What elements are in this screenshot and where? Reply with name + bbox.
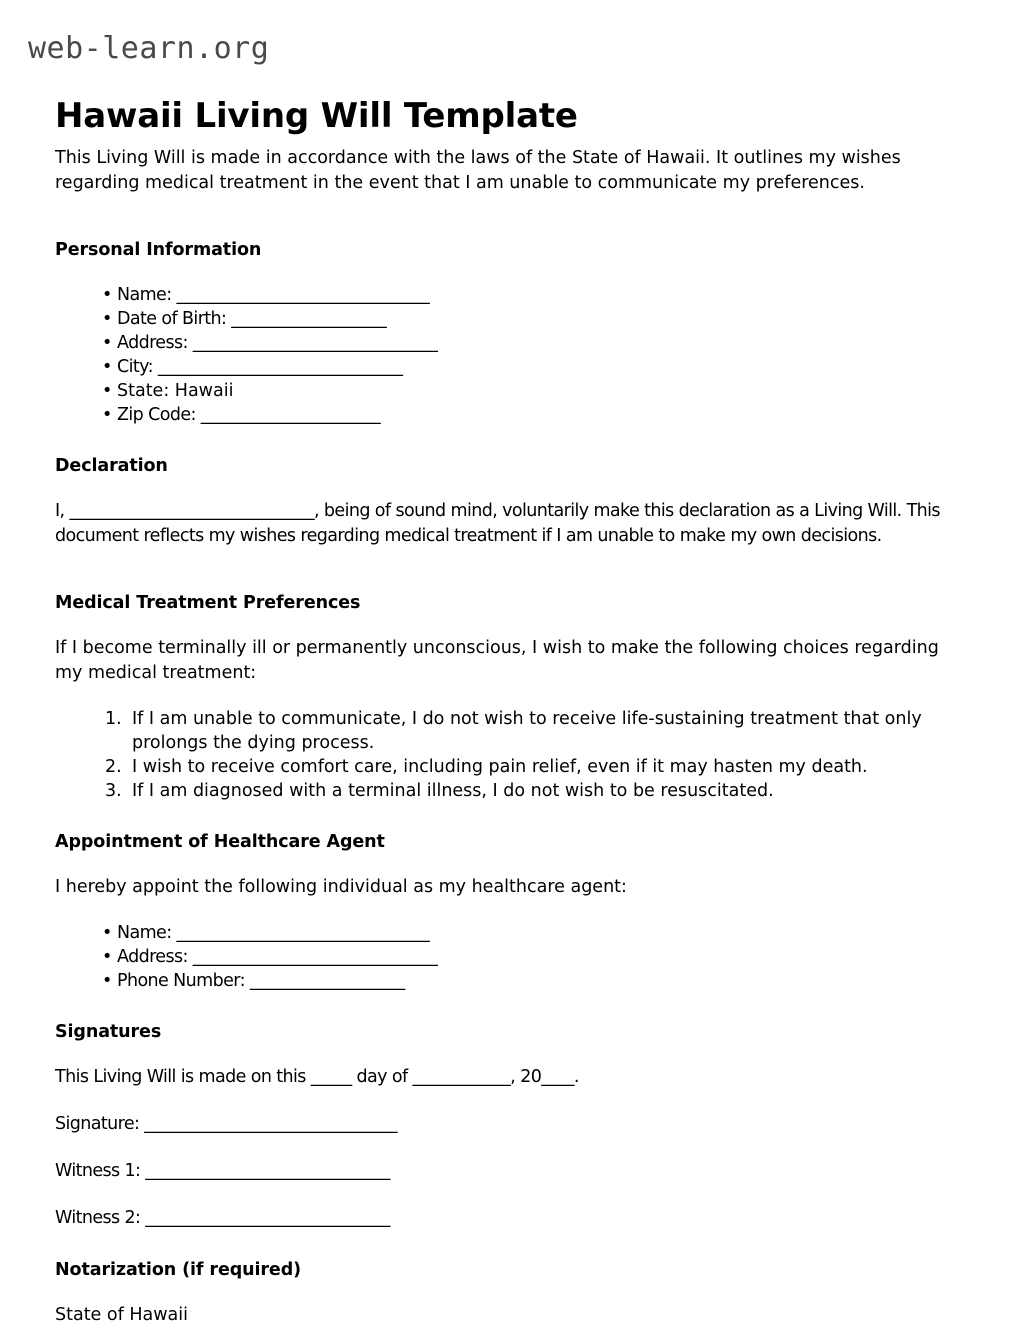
spacer [55,262,955,283]
site-logo: web-learn.org [28,31,270,66]
spacer [55,1282,955,1303]
signature-line: Signature: _______________________________ [55,1114,397,1134]
medical-treatment-paragraph: If I become terminally ill or permanently unconscious, I wish to make the following choices regarding my medical treatment: [55,638,939,683]
heading-signatures: Signatures [55,1022,162,1042]
signature-date-line: This Living Will is made on this _____ day of ____________, 20____. [55,1067,579,1087]
field-date-of-birth: Date of Birth: ___________________ [117,309,387,329]
spacer [55,1044,955,1065]
list-item [102,379,955,403]
field-state: State: Hawaii [117,381,234,401]
list-item [102,355,955,379]
list-item [102,969,955,993]
field-city: City: ______________________________ [117,357,403,377]
field-address: Address: ______________________________ [117,333,438,353]
spacer [55,854,955,875]
heading-notarization: Notarization (if required) [55,1260,302,1280]
spacer [55,196,955,238]
field-name: Name: _______________________________ [117,285,430,305]
heading-medical-treatment-preferences: Medical Treatment Preferences [55,593,361,613]
spacer [55,803,955,830]
list-item [102,331,955,355]
personal-information-list [55,283,955,427]
witness-1-line: Witness 1: ______________________________ [55,1161,390,1181]
field-zip-code: Zip Code: ______________________ [117,405,381,425]
agent-field-name: Name: _______________________________ [117,923,430,943]
page-title: Hawaii Living Will Template [55,95,578,136]
list-item [105,779,955,803]
list-item [105,707,955,755]
list-item [105,755,955,779]
spacer [55,1231,955,1258]
notarization-state-line: State of Hawaii [55,1305,188,1325]
heading-declaration: Declaration [55,456,168,476]
declaration-paragraph: I, ______________________________, being of sound mind, voluntarily make this declaration as a Living Will. This document reflects my wishes regarding medical treatment if I am unable to make my own decisions. [55,501,940,546]
witness-2-line: Witness 2: ______________________________ [55,1208,390,1228]
spacer [55,427,955,454]
healthcare-agent-list [55,921,955,993]
heading-appointment-of-healthcare-agent: Appointment of Healthcare Agent [55,832,385,852]
list-item [102,945,955,969]
heading-personal-information: Personal Information [55,240,262,260]
document-body [55,146,955,1328]
list-item [102,921,955,945]
medical-treatment-list [55,707,955,803]
spacer [55,549,955,591]
healthcare-agent-paragraph: I hereby appoint the following individual as my healthcare agent: [55,877,627,897]
agent-field-phone-number: Phone Number: ___________________ [117,971,405,991]
spacer [55,1090,955,1112]
choice-1: If I am unable to communicate, I do not wish to receive life-sustaining treatment that only prolongs the dying process. [132,709,922,753]
spacer [55,993,955,1020]
list-item [102,307,955,331]
list-item [102,403,955,427]
list-item [102,283,955,307]
spacer [55,1184,955,1206]
spacer [55,686,955,707]
choice-3: If I am diagnosed with a terminal illness, I do not wish to be resuscitated. [132,781,774,801]
spacer [55,900,955,921]
spacer [55,478,955,499]
choice-2: I wish to receive comfort care, including pain relief, even if it may hasten my death. [132,757,868,777]
spacer [55,615,955,636]
agent-field-address: Address: ______________________________ [117,947,438,967]
spacer [55,1137,955,1159]
intro-paragraph: This Living Will is made in accordance with the laws of the State of Hawaii. It outlines my wishes regarding medical treatment in the event that I am unable to communicate my preferences. [55,148,901,193]
